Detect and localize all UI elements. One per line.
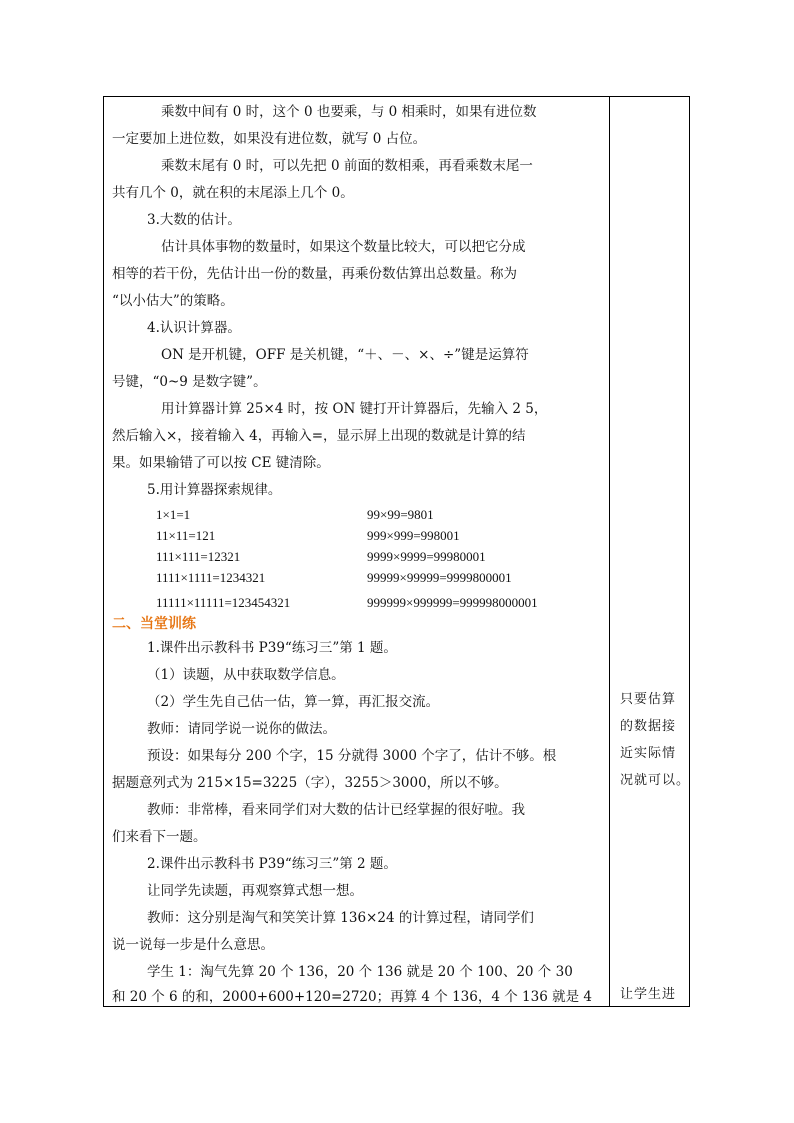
text-line: 5.用计算器探索规律。 (147, 482, 282, 498)
side-note-line: 近实际情 (620, 746, 677, 761)
equation-right: 99×99=9801 (367, 507, 434, 522)
text-line: 然后输入×，接着输入 4，再输入=，显示屏上出现的数就是计算的结 (112, 428, 526, 444)
text-line: 3.大数的估计。 (147, 212, 241, 228)
text-line: 1.课件出示教科书 P39“练习三”第 1 题。 (147, 640, 397, 656)
equation-left: 11111×11111=123454321 (156, 595, 291, 610)
text-line: 说一说每一步是什么意思。 (112, 937, 274, 953)
text-line: 相等的若干份，先估计出一份的数量，再乘份数估算出总数量。称为 (112, 266, 517, 282)
text-line: 2.课件出示教科书 P39“练习三”第 2 题。 (147, 856, 397, 872)
text-line: 用计算器计算 25×4 时，按 ON 键打开计算器后，先输入 2 5， (161, 401, 548, 417)
text-line: 教师：这分别是淘气和笑笑计算 136×24 的计算过程，请同学们 (147, 910, 534, 926)
text-line: 预设：如果每分 200 个字，15 分就得 3000 个字了，估计不够。根 (147, 748, 557, 764)
text-line: 学生 1：淘气先算 20 个 136，20 个 136 就是 20 个 100、20 个 30 (147, 964, 573, 980)
text-line: 们来看下一题。 (112, 829, 207, 845)
side-note-line: 只要估算 (620, 692, 677, 707)
text-line: 据题意列式为 215×15=3225（字），3255＞3000，所以不够。 (112, 775, 508, 791)
equation-right: 9999×9999=99980001 (367, 549, 486, 564)
text-line: 教师：非常棒，看来同学们对大数的估计已经掌握的很好啦。我 (147, 802, 525, 818)
text-line: （2）学生先自己估一估，算一算，再汇报交流。 (147, 694, 440, 710)
text-line: ON 是开机键，OFF 是关机键，“＋、－、×、÷”键是运算符 (161, 347, 529, 363)
text-line: 乘数末尾有 0 时，可以先把 0 前面的数相乘，再看乘数末尾一 (161, 158, 533, 174)
equation-left: 111×111=12321 (156, 549, 241, 564)
text-line: 教师：请同学说一说你的做法。 (147, 721, 336, 737)
equation-left: 1111×1111=1234321 (156, 570, 266, 585)
equation-left: 1×1=1 (156, 507, 191, 522)
text-line: 4.认识计算器。 (147, 320, 241, 336)
text-line: 乘数中间有 0 时，这个 0 也要乘，与 0 相乘时，如果有进位数 (161, 104, 537, 120)
section-heading: 二、当堂训练 (112, 616, 196, 632)
side-note-line: 的数据接 (620, 719, 677, 734)
equation-right: 99999×99999=9999800001 (367, 570, 512, 585)
side-note-line: 况就可以。 (620, 773, 691, 788)
text-line: 果。如果输错了可以按 CE 键清除。 (112, 455, 330, 471)
text-line: 一定要加上进位数，如果没有进位数，就写 0 占位。 (112, 131, 427, 147)
equation-left: 11×11=121 (156, 528, 216, 543)
text-line: 共有几个 0，就在积的末尾添上几个 0。 (112, 185, 354, 201)
lesson-table (103, 96, 690, 1007)
notes-cell (610, 97, 690, 1006)
text-line: 和 20 个 6 的和，2000+600+120=2720；再算 4 个 136，4 个 136 就是 4 (112, 989, 592, 1005)
side-note-line: 让学生进 (620, 987, 677, 1002)
equation-right: 999×999=998001 (367, 528, 460, 543)
text-line: “以小估大”的策略。 (112, 293, 234, 309)
main-content-cell (104, 97, 609, 1006)
text-line: 号键，“0~9 是数字键”。 (112, 374, 267, 390)
text-line: （1）读题，从中获取数学信息。 (147, 667, 345, 683)
equation-right: 999999×999999=999998000001 (367, 595, 538, 610)
text-line: 估计具体事物的数量时，如果这个数量比较大，可以把它分成 (161, 239, 526, 255)
text-line: 让同学先读题，再观察算式想一想。 (147, 883, 363, 899)
